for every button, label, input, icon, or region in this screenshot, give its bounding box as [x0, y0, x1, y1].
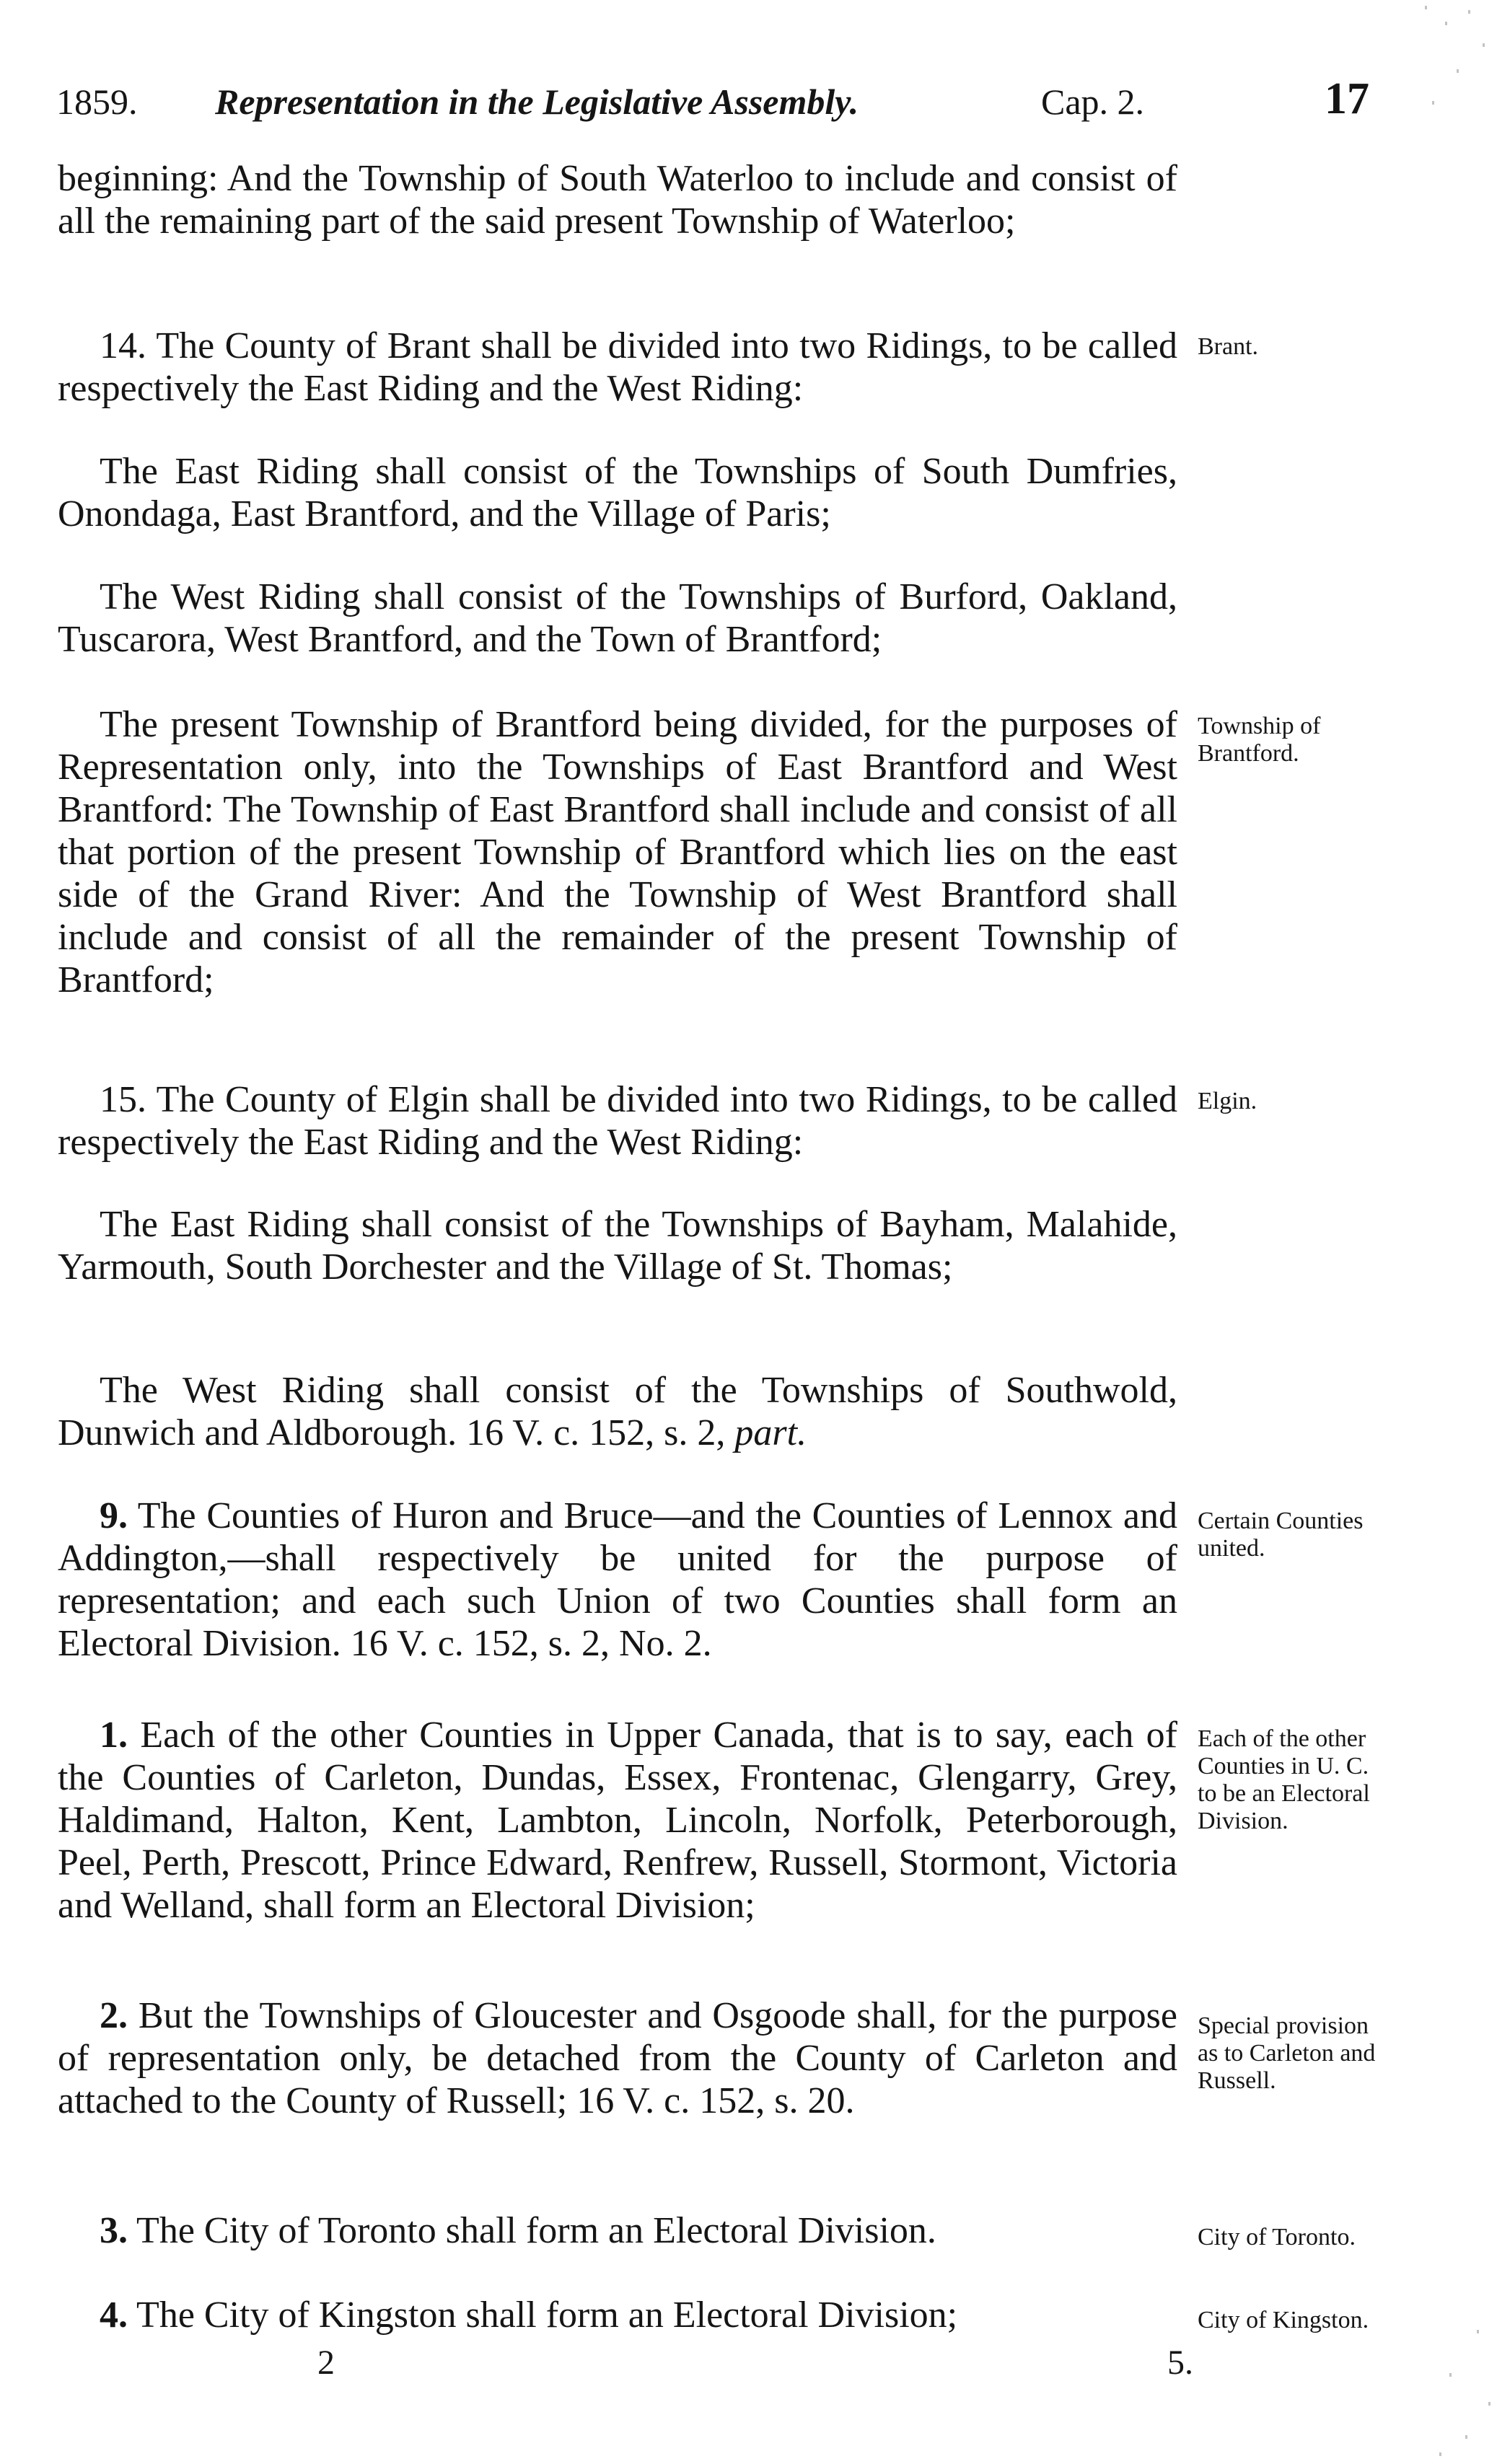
paragraph [58, 1203, 1177, 1288]
paragraph [58, 1495, 1177, 1665]
paragraph-text: The West Riding shall consist of the Townships of Southwold, Dunwich and Aldborough. 16 V. c. 152, s. 2, [58, 1370, 1177, 1453]
section-number: 2. [100, 1995, 128, 2036]
section-number: 9. [100, 1495, 128, 1536]
paragraph-text: The Counties of Huron and Bruce—and the Counties of Lennox and Addington,—shall respectively be united for the purpose of representation; and each such Union of two Counties shall form an Electoral Division. 16 V. c. 152, s. 2, No. 2. [58, 1495, 1177, 1664]
paragraph-text: The City of Toronto shall form an Electoral Division. [128, 2210, 936, 2251]
margin-note: Brant. [1198, 333, 1259, 360]
page-number: 17 [1325, 74, 1369, 123]
paragraph-text: The present Township of Brantford being divided, for the purposes of Representation only, into the Townships of East Brantford and West Brantford: The Township of East Brantford shall include and consist of all that portion of the present Township of Brantford which lies on the east side of the Grand River: And the Township of West Brantford shall include and consist of all the remainder of the present Township of Brantford; [58, 704, 1177, 1000]
citation-italic: part. [725, 1412, 807, 1453]
catchword: 5. [1167, 2344, 1193, 2382]
margin-note: Elgin. [1198, 1088, 1257, 1114]
paragraph [58, 1078, 1177, 1163]
paragraph-text: Each of the other Counties in Upper Canada, that is to say, each of the Counties of Carleton, Dundas, Essex, Frontenac, Glengarry, Grey, Haldimand, Halton, Kent, Lambton, Lincoln, Norfolk, Peterborough, Peel, Perth, Prescott, Prince Edward, Renfrew, Russell, Stormont, Victoria and Welland, shall form an Electoral Division; [58, 1715, 1177, 1926]
paragraph-text: But the Townships of Gloucester and Osgoode shall, for the purpose of representation only, be detached from the County of Carleton and attached to the County of Russell; 16 V. c. 152, s. 20. [58, 1995, 1177, 2121]
header-year: 1859. [56, 82, 138, 122]
page-edge-specks [1410, 0, 1497, 2464]
paragraph-text: The City of Kingston shall form an Electoral Division; [128, 2294, 958, 2336]
paragraph-text: The West Riding shall consist of the Townships of Burford, Oakland, Tuscarora, West Brantford, and the Town of Brantford; [58, 576, 1177, 660]
margin-note: Certain Counties united. [1198, 1508, 1364, 1562]
paragraph-text: beginning: And the Township of South Waterloo to include and consist of all the remaining part of the said present Township of Waterloo; [58, 158, 1177, 242]
running-title: Representation in the Legislative Assembly. [215, 82, 859, 122]
margin-note: Township of Brantford. [1198, 713, 1321, 767]
signature-mark: 2 [317, 2344, 335, 2382]
margin-note: City of Kingston. [1198, 2307, 1369, 2333]
paragraph [58, 703, 1177, 1001]
paragraph-text: The East Riding shall consist of the Townships of South Dumfries, Onondaga, East Brantford, and the Village of Paris; [58, 451, 1177, 534]
paragraph [58, 1994, 1177, 2122]
margin-note: Special provision as to Carleton and Russell. [1198, 2012, 1376, 2094]
chapter-label: Cap. 2. [1041, 82, 1145, 122]
paragraph [58, 1369, 1177, 1454]
paragraph [58, 2209, 1177, 2252]
paragraph [58, 325, 1177, 410]
paragraph-text: 14. The County of Brant shall be divided into two Ridings, to be called respectively the East Riding and the West Riding: [58, 325, 1177, 409]
paragraph [58, 157, 1177, 242]
paragraph-text: The East Riding shall consist of the Townships of Bayham, Malahide, Yarmouth, South Dorchester and the Village of St. Thomas; [58, 1204, 1177, 1288]
paragraph-text: 15. The County of Elgin shall be divided into two Ridings, to be called respectively the East Riding and the West Riding: [58, 1079, 1177, 1163]
section-number: 4. [100, 2294, 128, 2336]
paragraph [58, 2294, 1177, 2336]
paragraph [58, 1714, 1177, 1927]
section-number: 3. [100, 2210, 128, 2251]
margin-note: Each of the other Counties in U. C. to be an Electoral Division. [1198, 1725, 1370, 1834]
paragraph [58, 450, 1177, 535]
margin-note: City of Toronto. [1198, 2224, 1356, 2250]
section-number: 1. [100, 1715, 128, 1756]
paragraph [58, 576, 1177, 661]
